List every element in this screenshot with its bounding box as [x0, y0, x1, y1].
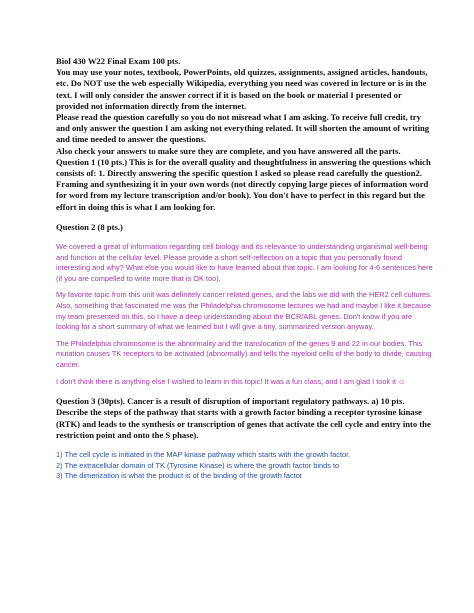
question2-prompt: We covered a great of information regarding cell biology and its relevance to understanding organismal well-being and function at the cellular level. Please provide a short self-reflection on a topic that you personally found interesting and why? What else you would like to have learned about that topic. I am looking for 4-6 sentences here (if you are compelled to write more that is OK too).	[56, 242, 433, 283]
question1-description: Question 1 (10 pts.) This is for the overall quality and thoughtfulness in answering the questions which consists of: 1. Directly answering the specific question I asked so please read carefully the question2. Framing and synthesizing it in your own words (not directly copying large pieces of information word for word from my lecture transcription and/or book). You don't have to perfect in this regard but the effort in doing this is what I am looking for.	[56, 156, 431, 212]
question2-answer-paragraph-3: I don't think there is anything else I wished to learn in this topic! It was a fun class, and I am glad I took it ☺	[56, 376, 406, 386]
question3-answer-list	[56, 450, 434, 482]
question3-title: Question 3 (30pts). Cancer is a result of disruption of important regulatory pathways. a) 10 pts. Describe the steps of the pathway that starts with a growth factor binding a receptor tyrosine kinase (RTK) and leads to the synthesis or transcription of genes that activate the cell cycle and entry into the restriction point and onto the S phase).	[56, 396, 431, 440]
question2-answer-paragraph-1: My favorite topic from this unit was definitely cancer related genes, and the labs we did with the HER2 cell cultures. Also, something that fascinated me was the Philadelphia chromosome lectures we had and maybe I like it because my team presented on this, so I have a deep understanding about the BCR/ABL genes. Don't know if you are looking for a short summary of what we learned but I will give a tiny, summarized version anyway.	[56, 290, 432, 332]
question2-title: Question 2 (8 pts.)	[56, 221, 123, 232]
list-item: 3) The dimerization is what the product is of the binding of the growth factor	[56, 471, 303, 481]
instructions-paragraph-2: Please read the question carefully so you do not misread what I am asking. To receive full credit, try and only answer the question I am asking not everything related. It will shorten the amount of writing and time needed to answer the questions.	[56, 112, 430, 145]
instructions-paragraph-1: You may use your notes, textbook, PowerPoints, old quizzes, assignments, assigned articles, handouts, etc. Do NOT use the web especially Wikipedia, everything you need was covered in lecture or is in the text. I will only consider the answer correct if it is based on the book or material I presented or provided not information directly from the internet.	[56, 67, 428, 111]
list-item: 1) The cell cycle is initiated in the MAP kinase pathway which starts with the growth factor.	[56, 449, 351, 459]
instructions-paragraph-3: Also check your answers to make sure they are complete, and you have answered all the parts.	[56, 145, 401, 156]
exam-title: Biol 430 W22 Final Exam 100 pts.	[56, 56, 181, 66]
question2-answer-paragraph-2: The Philadelphia chromosome is the abnormality and the translocation of the genes 9 and 22 in our bodies. This mutation causes TK receptors to be activated (abnormally) and tells the myeloid cells of the body to divide, causing cancer.	[56, 338, 432, 369]
list-item: 2) The extracellular domain of TK (Tyrosine Kinase) is where the growth factor binds to	[56, 460, 340, 470]
